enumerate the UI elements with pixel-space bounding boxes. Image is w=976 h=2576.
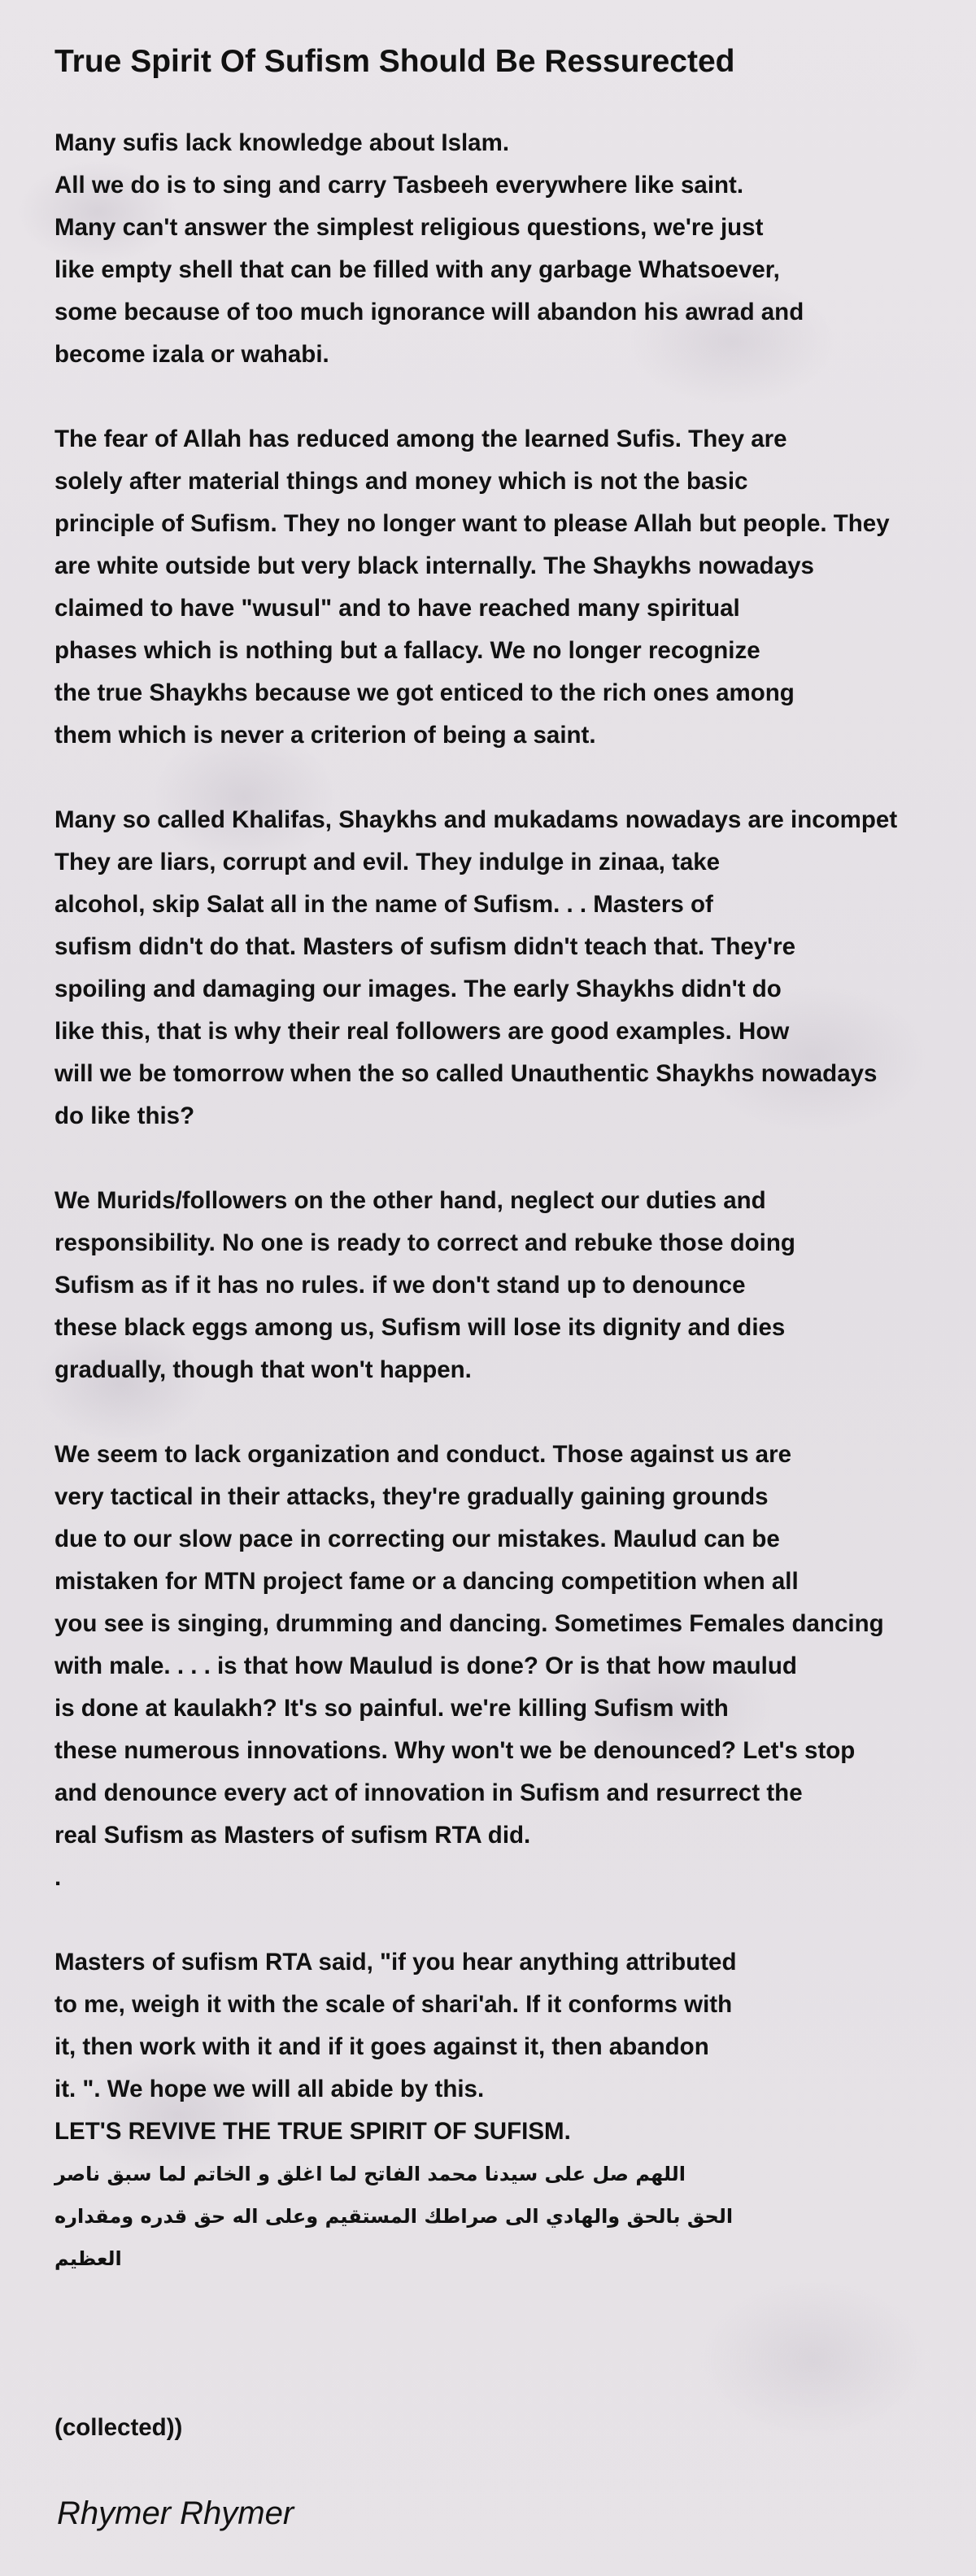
poem-line: you see is singing, drumming and dancing. Sometimes Females dancing xyxy=(54,1610,884,1637)
poem-line: the true Shaykhs because we got enticed to the rich ones among xyxy=(54,679,795,706)
spacer xyxy=(54,2280,897,2407)
collected-note: (collected)) xyxy=(54,2414,183,2441)
stanza-5 xyxy=(54,1434,897,1899)
author-name: Rhymer Rhymer xyxy=(57,2495,294,2531)
stanza-break xyxy=(54,757,897,799)
poem-line: Many sufis lack knowledge about Islam. xyxy=(54,129,510,156)
stanza-break xyxy=(54,1137,897,1180)
poem-title: True Spirit Of Sufism Should Be Ressurected xyxy=(54,44,735,79)
poem-line: principle of Sufism. They no longer want to please Allah but people. They xyxy=(54,510,890,537)
stanza-break xyxy=(54,376,897,418)
poem-line: do like this? xyxy=(54,1102,195,1129)
poem-line: spoiling and damaging our images. The early Shaykhs didn't do xyxy=(54,976,782,1002)
poem-line: these numerous innovations. Why won't we be denounced? Let's stop xyxy=(54,1737,856,1764)
poem-line: Many so called Khalifas, Shaykhs and mukadams nowadays are incompet xyxy=(54,806,898,833)
poem-line: are white outside but very black internally. The Shaykhs nowadays xyxy=(54,552,814,579)
poem-line: alcohol, skip Salat all in the name of Sufism. . . Masters of xyxy=(54,891,713,918)
poem-line: They are liars, corrupt and evil. They indulge in zinaa, take xyxy=(54,849,721,875)
poem-line: Many can't answer the simplest religious questions, we're just xyxy=(54,214,764,241)
poem-line: these black eggs among us, Sufism will lose its dignity and dies xyxy=(54,1314,786,1341)
poem-line: become izala or wahabi. xyxy=(54,341,329,368)
stanza-break xyxy=(54,1391,897,1434)
poem-line: to me, weigh it with the scale of shari'ah. If it conforms with xyxy=(54,1991,733,2018)
poem-line: phases which is nothing but a fallacy. We no longer recognize xyxy=(54,637,760,664)
stanza-6 xyxy=(54,1941,897,2280)
stanza-3 xyxy=(54,799,897,1137)
arabic-line: الحق بالحق والهادي الى صراطك المستقيم وعلى اله حق قدره ومقداره xyxy=(54,2205,734,2228)
poem-body xyxy=(54,122,897,2449)
poem-line: LET'S REVIVE THE TRUE SPIRIT OF SUFISM. xyxy=(54,2118,571,2145)
arabic-line: العظيم xyxy=(54,2247,122,2270)
poem-line: will we be tomorrow when the so called Unauthentic Shaykhs nowadays xyxy=(54,1060,878,1087)
stanza-4 xyxy=(54,1180,897,1391)
poem-line: them which is never a criterion of being a saint. xyxy=(54,722,596,749)
poem-line: All we do is to sing and carry Tasbeeh everywhere like saint. xyxy=(54,172,744,199)
poem-line: Masters of sufism RTA said, "if you hear anything attributed xyxy=(54,1949,737,1976)
poem-line: like empty shell that can be filled with any garbage Whatsoever, xyxy=(54,256,780,283)
poem-line: mistaken for MTN project fame or a dancing competition when all xyxy=(54,1568,799,1595)
poem-line: . xyxy=(54,1864,62,1891)
poem-line: is done at kaulakh? It's so painful. we're killing Sufism with xyxy=(54,1695,729,1722)
poem-line: with male. . . . is that how Maulud is done? Or is that how maulud xyxy=(54,1653,797,1679)
poem-line: sufism didn't do that. Masters of sufism didn't teach that. They're xyxy=(54,933,796,960)
poem-line: due to our slow pace in correcting our mistakes. Maulud can be xyxy=(54,1526,780,1552)
poem-line: real Sufism as Masters of sufism RTA did. xyxy=(54,1822,531,1849)
poem-line: and denounce every act of innovation in Sufism and resurrect the xyxy=(54,1779,803,1806)
poem-line: very tactical in their attacks, they're gradually gaining grounds xyxy=(54,1483,769,1510)
poem-line: We Murids/followers on the other hand, neglect our duties and xyxy=(54,1187,766,1214)
stanza-1 xyxy=(54,122,897,376)
stanza-2 xyxy=(54,418,897,757)
poem-line: We seem to lack organization and conduct. Those against us are xyxy=(54,1441,791,1468)
poem-line: some because of too much ignorance will abandon his awrad and xyxy=(54,299,804,325)
poem-line: gradually, though that won't happen. xyxy=(54,1356,472,1383)
poem-line: like this, that is why their real followers are good examples. How xyxy=(54,1018,790,1045)
stanza-break xyxy=(54,1899,897,1941)
poem-line: it, then work with it and if it goes against it, then abandon xyxy=(54,2033,709,2060)
poem-line: Sufism as if it has no rules. if we don't stand up to denounce xyxy=(54,1272,746,1299)
poem-line: claimed to have "wusul" and to have reached many spiritual xyxy=(54,595,740,622)
poem-line: it. ". We hope we will all abide by this. xyxy=(54,2076,485,2102)
poem-line: solely after material things and money which is not the basic xyxy=(54,468,748,495)
poem-line: responsibility. No one is ready to correct and rebuke those doing xyxy=(54,1229,795,1256)
poem-line: The fear of Allah has reduced among the learned Sufis. They are xyxy=(54,426,787,452)
arabic-line: اللهم صل على سيدنا محمد الفاتح لما اغلق و الخاتم لما سبق ناصر xyxy=(54,2163,686,2185)
